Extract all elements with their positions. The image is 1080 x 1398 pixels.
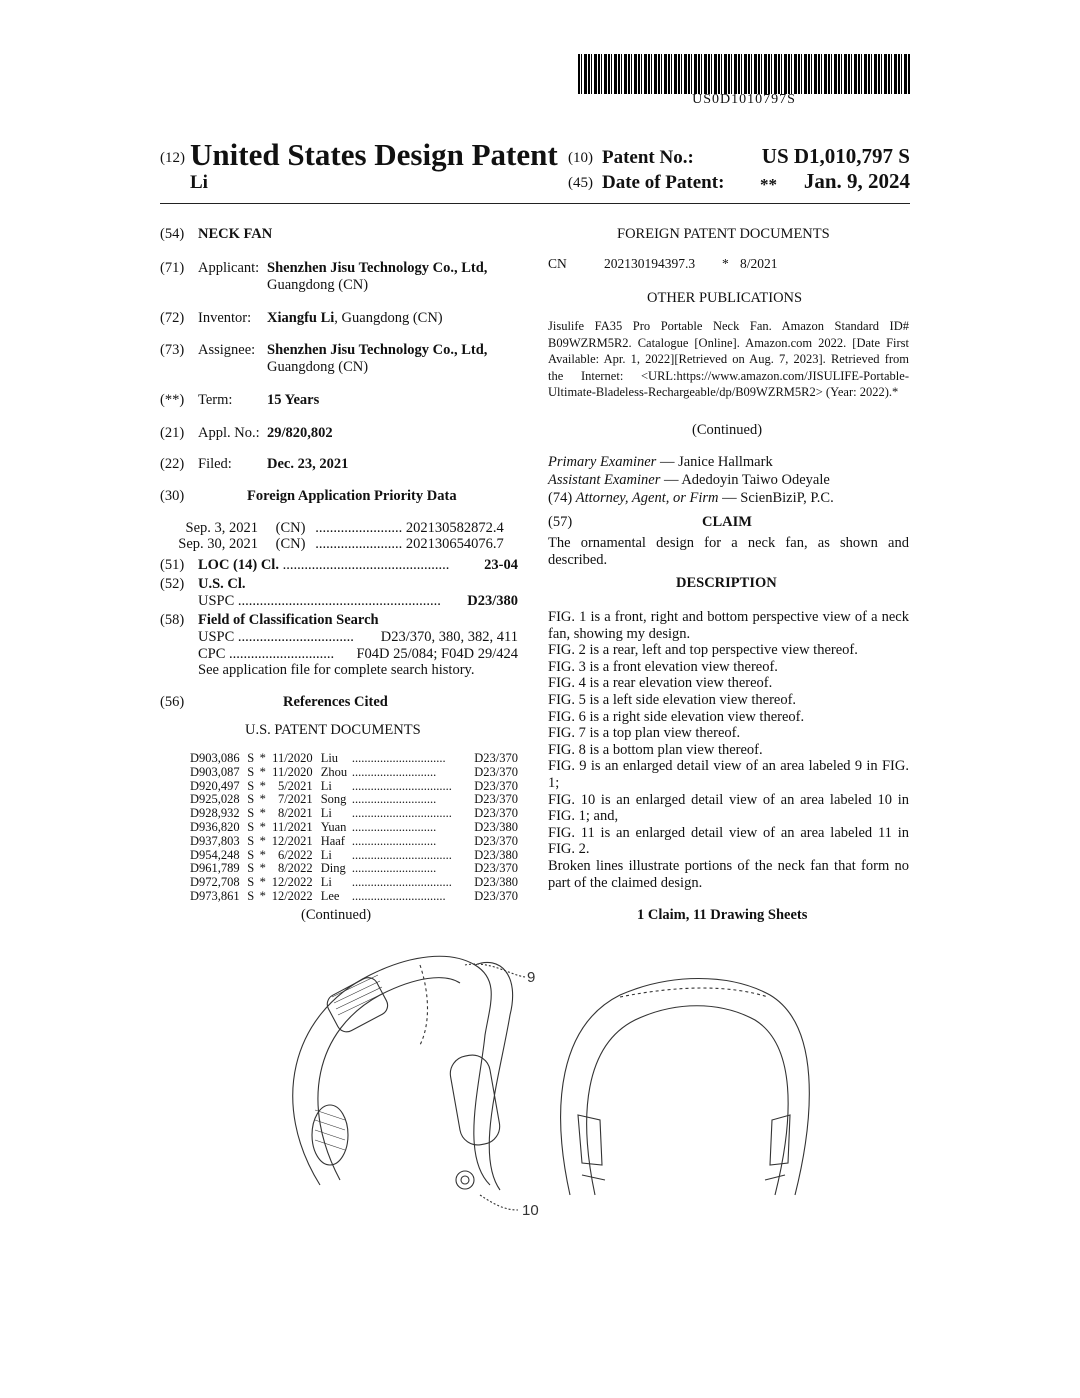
reference-row [190, 752, 518, 766]
inventor-label: Inventor: [198, 310, 252, 326]
ref-kind: S [247, 888, 255, 903]
code-54: (54) [160, 226, 185, 242]
priority-dots: ........................ [315, 536, 403, 552]
primary-examiner-name: — Janice Hallmark [659, 454, 773, 470]
ref-class: D23/370 [474, 751, 518, 765]
ref-kind: S [247, 819, 255, 834]
ref-date: 6/2022 [277, 847, 313, 862]
code-71: (71) [160, 260, 185, 276]
appl-label: Appl. No.: [198, 425, 260, 441]
inventor-line [267, 310, 443, 327]
code-51: (51) [160, 557, 185, 573]
foreign-country: CN [548, 256, 567, 271]
loc-dots: .............................................. [282, 557, 450, 573]
reference-row [190, 766, 518, 780]
ref-name: Li [320, 778, 332, 793]
ref-number: D928,932 [190, 806, 240, 821]
drawing-label-10: 10 [522, 1202, 539, 1219]
attorney [548, 490, 834, 507]
reference-row [190, 876, 518, 890]
priority-number: 202130654076.7 [405, 536, 504, 552]
ref-date: 12/2022 [271, 888, 313, 903]
barcode [578, 54, 910, 94]
ref-class: D23/380 [474, 819, 518, 834]
foreign-date: 8/2021 [740, 256, 778, 271]
barcode-number: US0D1010797S [692, 92, 796, 107]
assistant-examiner [548, 472, 830, 489]
code-21: (21) [160, 425, 185, 441]
description-item: Broken lines illustrate portions of the neck fan that form no part of the claimed design. [548, 857, 909, 891]
ref-class: D23/370 [474, 792, 518, 807]
ref-kind: S [247, 764, 255, 779]
ref-date: 11/2020 [272, 751, 313, 765]
assignee-name: Shenzhen Jisu Technology Co., Ltd, [267, 342, 488, 358]
field-uspc-label: USPC [198, 629, 235, 645]
priority-row [172, 536, 522, 553]
ref-dots: ................................ [351, 779, 452, 793]
reference-row [190, 890, 518, 904]
ref-kind: S [247, 861, 255, 876]
references-continued: (Continued) [301, 907, 372, 923]
inventor-location: , Guangdong (CN) [334, 310, 443, 326]
ref-class: D23/370 [474, 778, 518, 793]
us-docs-heading: U.S. PATENT DOCUMENTS [245, 722, 421, 738]
ref-date: 12/2022 [271, 875, 313, 890]
ref-dots: ........................... [351, 820, 437, 834]
attorney-label: Attorney, Agent, or Firm [575, 490, 719, 506]
ref-number: D903,086 [190, 751, 240, 765]
references-table [190, 752, 518, 904]
loc-value: 23-04 [484, 557, 518, 573]
leader-10 [480, 1195, 518, 1210]
patent-number: US D1,010,797 S [761, 144, 910, 168]
reference-row [190, 862, 518, 876]
ref-class: D23/380 [474, 875, 518, 890]
description-item: FIG. 2 is a rear, left and top perspective view thereof. [548, 642, 858, 659]
claim-text: The ornamental design for a neck fan, as shown and described. [548, 535, 909, 568]
ref-star: * [259, 861, 266, 876]
loc-label: LOC (14) Cl. [198, 557, 279, 573]
ref-kind: S [247, 847, 255, 862]
invention-title: NECK FAN [198, 226, 273, 242]
uspc-label: USPC [198, 593, 235, 609]
ref-number: D936,820 [190, 819, 240, 834]
reference-row [190, 849, 518, 863]
fig1-button [456, 1171, 474, 1189]
ref-star: * [259, 806, 266, 821]
ref-date: 8/2022 [277, 861, 313, 876]
code-22: (22) [160, 456, 185, 472]
applicant-label: Applicant: [198, 260, 260, 276]
ref-name: Haaf [320, 833, 345, 848]
reference-row [190, 780, 518, 794]
field-note: See application file for complete search history. [198, 662, 475, 678]
filed-date: Dec. 23, 2021 [267, 456, 349, 472]
ref-dots: ........................... [351, 862, 437, 876]
reference-row [190, 807, 518, 821]
fig1-lower-grille-lines [315, 1110, 345, 1150]
publications-continued: (Continued) [692, 422, 763, 438]
inventor-surname: Li [190, 172, 208, 193]
date-mark: ** [760, 175, 777, 194]
fig1-right-arm [475, 962, 513, 1190]
filed-label: Filed: [198, 456, 232, 472]
code-30: (30) [160, 488, 185, 504]
ref-name: Song [320, 792, 347, 807]
loc-line [198, 557, 518, 574]
ref-name: Li [320, 847, 332, 862]
primary-examiner-label: Primary Examiner [548, 454, 657, 470]
term-value: 15 Years [267, 392, 320, 408]
ref-number: D920,497 [190, 778, 240, 793]
description-item: FIG. 5 is a left side elevation view thereof. [548, 691, 797, 708]
ref-number: D973,861 [190, 888, 240, 903]
uspc-value: D23/380 [467, 593, 518, 609]
ref-name: Yuan [320, 819, 347, 834]
ref-name: Liu [320, 751, 339, 765]
ref-number: D903,087 [190, 764, 240, 779]
fig1-vent-grille [324, 974, 391, 1035]
ref-kind: S [247, 806, 255, 821]
code-45: (45) [568, 175, 593, 191]
ref-star: * [259, 792, 266, 807]
fig2-inner-band [587, 1006, 788, 1195]
ref-star: * [259, 875, 266, 890]
claim-heading: CLAIM [702, 514, 752, 530]
code-56: (56) [160, 694, 185, 710]
foreign-number: 202130194397.3 [604, 256, 696, 271]
ref-number: D954,248 [190, 847, 240, 862]
code-12: (12) [160, 150, 185, 166]
ref-kind: S [247, 751, 255, 765]
drawing-label-9: 9 [527, 969, 536, 986]
ref-date: 11/2020 [272, 764, 313, 779]
field-uspc-line [198, 629, 518, 646]
field-cpc-label: CPC [198, 646, 226, 662]
ref-dots: ........................... [351, 793, 437, 807]
description-item: FIG. 11 is an enlarged detail view of an area labeled 11 in FIG. 2. [548, 824, 909, 858]
code-72: (72) [160, 310, 185, 326]
ref-class: D23/370 [474, 764, 518, 779]
neck-fan-drawing [260, 935, 820, 1225]
uscl-label: U.S. Cl. [198, 576, 246, 592]
inventor-name: Xiangfu Li [267, 310, 335, 326]
ref-star: * [259, 764, 266, 779]
foreign-heading: FOREIGN PATENT DOCUMENTS [617, 226, 830, 242]
ref-number: D972,708 [190, 875, 240, 890]
fig2-tips [582, 1175, 785, 1180]
ref-class: D23/370 [474, 806, 518, 821]
ref-star: * [259, 751, 266, 765]
ref-name: Li [320, 875, 332, 890]
assignee-label: Assignee: [198, 342, 256, 358]
field-cpc-dots: ............................. [229, 646, 335, 662]
ref-kind: S [247, 778, 255, 793]
applicant-name: Shenzhen Jisu Technology Co., Ltd, [267, 260, 488, 276]
description-item: FIG. 6 is a right side elevation view thereof. [548, 708, 805, 725]
other-publications-heading: OTHER PUBLICATIONS [647, 290, 803, 306]
references-heading: References Cited [283, 694, 388, 710]
description-list [548, 609, 909, 891]
ref-star: * [259, 778, 266, 793]
foreign-star: * [722, 256, 729, 271]
fig1-dashed-seam [420, 965, 428, 1045]
ref-date: 11/2021 [272, 819, 313, 834]
ref-star: * [259, 888, 266, 903]
ref-star: * [259, 847, 266, 862]
ref-number: D925,028 [190, 792, 240, 807]
ref-date: 5/2021 [277, 778, 313, 793]
ref-dots: .............................. [351, 752, 446, 765]
reference-row [190, 821, 518, 835]
code-74: (74) [548, 490, 573, 506]
assistant-examiner-name: — Adedoyin Taiwo Odeyale [664, 472, 830, 488]
code-73: (73) [160, 342, 185, 358]
description-heading: DESCRIPTION [676, 575, 777, 591]
ref-date: 7/2021 [277, 792, 313, 807]
ref-dots: ........................... [351, 834, 437, 848]
other-publication-text: Jisulife FA35 Pro Portable Neck Fan. Amazon Standard ID# B09WZRM5R2. Catalogue [Online]. Amazon.com 2022. [Date First Available: Apr. 1, 2022][Retrieved on Aug. 7, 2023]. Retrieved from the Internet: <URL:https://www.amazon.com/JISULIFE-Portable-Ultimate-Bladeless-Rechargeable/dp/B09WZRM5R2> (Year: 2022).* [548, 319, 909, 399]
date-label: Date of Patent: [602, 172, 725, 193]
uspc-line [198, 593, 518, 610]
code-term: (**) [160, 392, 185, 408]
ref-date: 8/2021 [277, 806, 313, 821]
ref-class: D23/370 [474, 861, 518, 876]
code-52: (52) [160, 576, 185, 592]
description-item: FIG. 3 is a front elevation view thereof. [548, 658, 778, 675]
ref-dots: ........................... [351, 765, 437, 779]
ref-class: D23/380 [474, 847, 518, 862]
fig1-outer-band [293, 956, 492, 1185]
reference-row [190, 793, 518, 807]
description-item: FIG. 10 is an enlarged detail view of an area labeled 10 in FIG. 1; and, [548, 791, 909, 825]
field-uspc-value: D23/370, 380, 382, 411 [380, 629, 518, 645]
patent-date: Jan. 9, 2024 [803, 169, 910, 193]
description-item: FIG. 1 is a front, right and bottom perspective view of a neck fan, showing my design. [548, 609, 909, 642]
assignee-location: Guangdong (CN) [267, 359, 369, 375]
document-title: United States Design Patent [190, 137, 558, 172]
ref-kind: S [247, 833, 255, 848]
code-58: (58) [160, 612, 185, 628]
field-uspc-dots: ................................ [237, 629, 354, 645]
ref-class: D23/370 [474, 888, 518, 903]
priority-country: (CN) [275, 520, 306, 536]
description-item: FIG. 9 is an enlarged detail view of an area labeled 9 in FIG. 1; [548, 758, 909, 791]
attorney-name: — ScienBiziP, P.C. [722, 490, 834, 506]
ref-name: Li [320, 806, 332, 821]
ref-date: 12/2021 [271, 833, 313, 848]
ref-name: Ding [320, 861, 346, 876]
ref-class: D23/370 [474, 833, 518, 848]
ref-number: D961,789 [190, 861, 240, 876]
appl-number: 29/820,802 [267, 425, 333, 441]
reference-row [190, 835, 518, 849]
fig2-dashed-top [620, 988, 768, 997]
uspc-dots: ........................................................ [237, 593, 441, 609]
term-label: Term: [198, 392, 233, 408]
ref-name: Lee [320, 888, 340, 903]
ref-dots: ................................ [351, 848, 452, 862]
applicant-location: Guangdong (CN) [267, 277, 369, 293]
priority-row [172, 520, 522, 537]
assistant-examiner-label: Assistant Examiner [548, 472, 661, 488]
priority-dots: ........................ [315, 520, 403, 536]
code-10: (10) [568, 150, 593, 166]
ref-name: Zhou [320, 764, 348, 779]
patent-no-label: Patent No.: [602, 147, 694, 168]
ref-dots: ................................ [351, 807, 452, 821]
field-heading: Field of Classification Search [198, 612, 379, 628]
description-item: FIG. 7 is a top plan view thereof. [548, 725, 741, 742]
ref-dots: .............................. [351, 889, 446, 903]
primary-examiner [548, 454, 773, 471]
description-item: FIG. 4 is a rear elevation view thereof. [548, 675, 773, 692]
ref-star: * [259, 833, 266, 848]
fig2-left-buttons [578, 1115, 602, 1165]
ref-kind: S [247, 875, 255, 890]
leader-9 [465, 964, 525, 977]
ref-dots: ................................ [351, 876, 452, 890]
priority-number: 202130582872.4 [405, 520, 504, 536]
header-rule [160, 203, 910, 204]
ref-number: D937,803 [190, 833, 240, 848]
field-cpc-line [198, 646, 518, 663]
fig1-inner-band [318, 978, 460, 1180]
ref-star: * [259, 819, 266, 834]
fig1-button-inner [461, 1176, 469, 1184]
priority-date: Sep. 30, 2021 [178, 536, 258, 552]
priority-heading: Foreign Application Priority Data [247, 488, 457, 504]
fig2-outer-band [561, 979, 810, 1196]
field-cpc-value: F04D 25/084; F04D 29/424 [356, 646, 518, 662]
priority-country: (CN) [275, 536, 306, 552]
code-57: (57) [548, 514, 573, 530]
ref-kind: S [247, 792, 255, 807]
priority-date: Sep. 3, 2021 [185, 520, 258, 536]
claims-summary: 1 Claim, 11 Drawing Sheets [637, 907, 808, 923]
description-item: FIG. 8 is a bottom plan view thereof. [548, 741, 763, 758]
